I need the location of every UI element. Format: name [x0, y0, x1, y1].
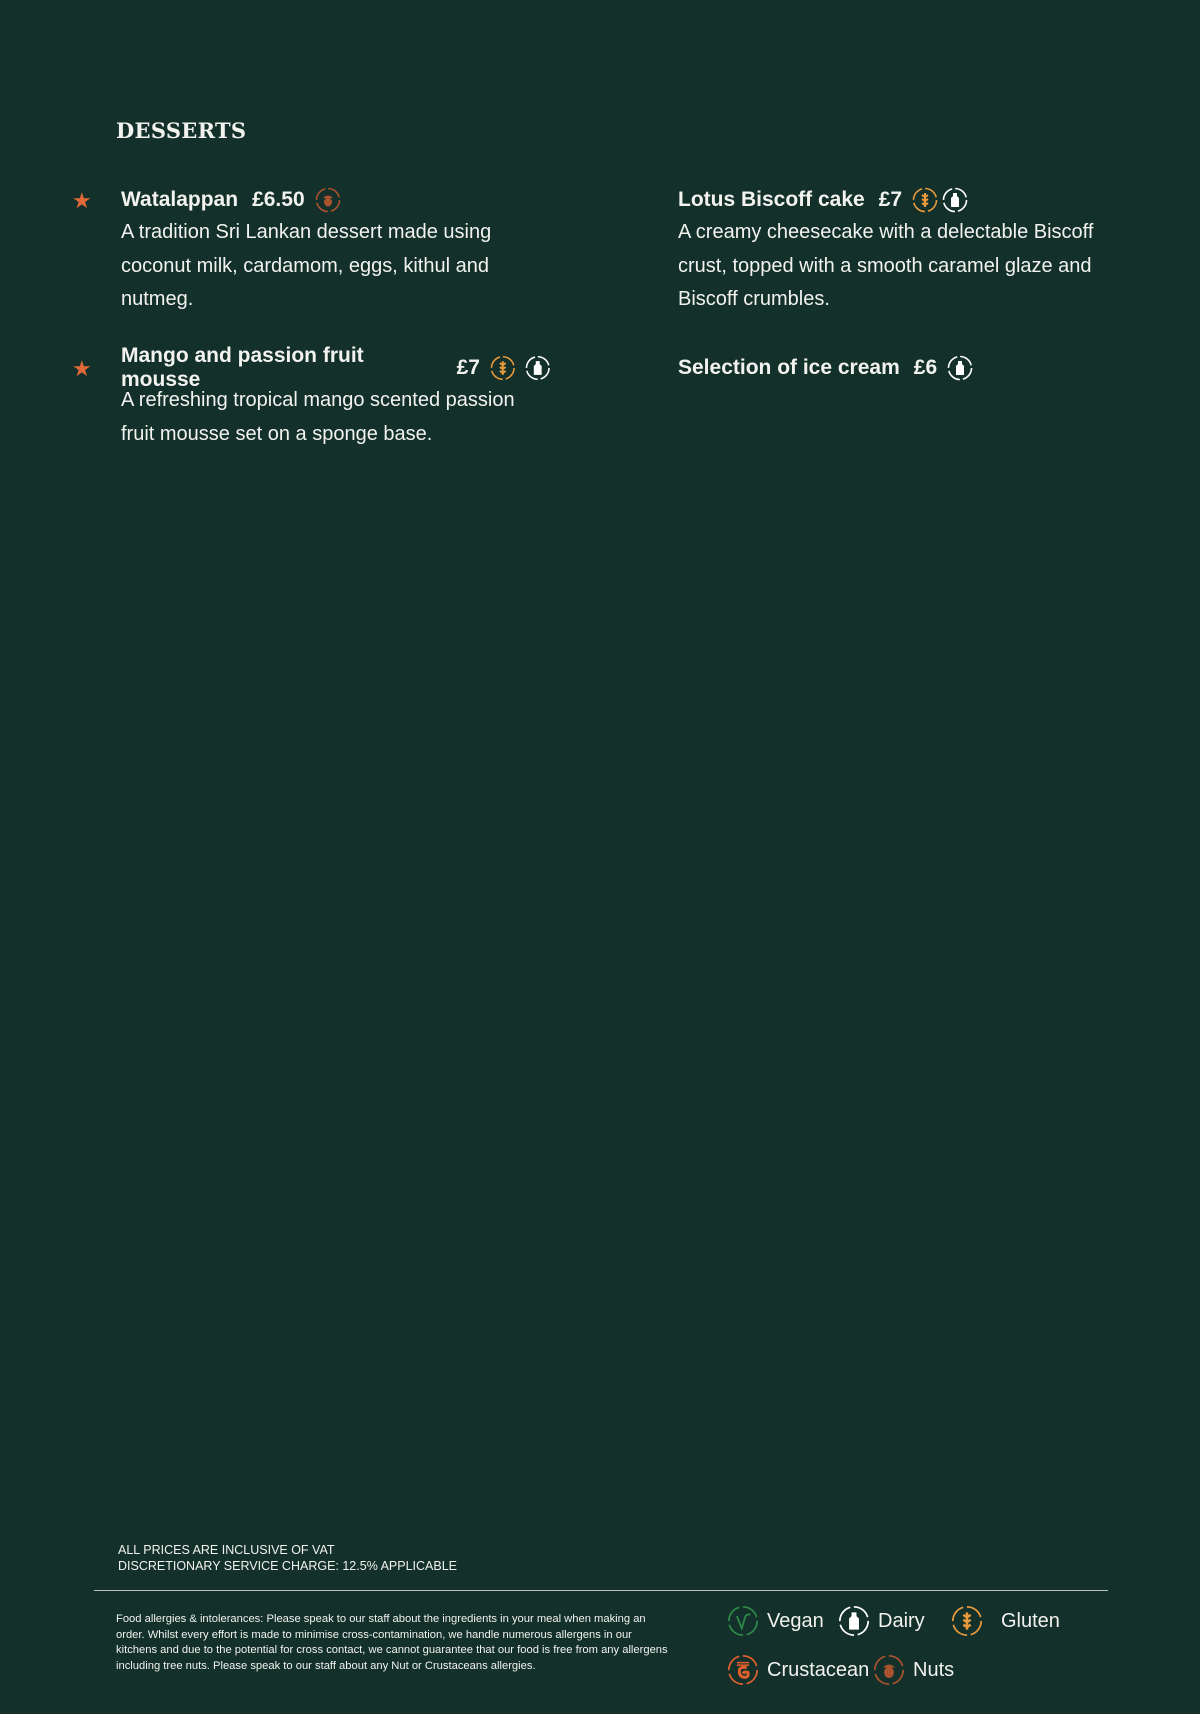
legend-nuts [873, 1654, 954, 1686]
gluten-icon [490, 355, 516, 381]
item-description: A tradition Sri Lankan dessert made using coconut milk, cardamom, eggs, kithul and nutmeg. [121, 221, 492, 310]
dairy-icon [838, 1605, 870, 1637]
legend-dairy [838, 1605, 925, 1637]
legend-crustacean [727, 1654, 869, 1686]
menu-item [121, 344, 551, 451]
legend-label: Gluten [1001, 1609, 1060, 1632]
nuts-icon [873, 1654, 905, 1686]
dairy-icon [525, 355, 551, 381]
legend-label: Dairy [878, 1609, 925, 1632]
menu-item [678, 353, 1118, 383]
menu-item [121, 185, 561, 317]
item-price: £7 [456, 356, 480, 379]
allergy-notice: Food allergies & intolerances: Please speak to our staff about the ingredients in your meal when making an order. Whilst every effort is made to minimise cross-contamination, we handle numerous allergens in our kitchens and due to the potential for cross contact, we cannot guarantee that our food is free from any allergens including tree nuts. Please speak to our staff about any Nut or Crustaceans allergies. [116, 1613, 668, 1672]
item-name: Watalappan [121, 188, 239, 211]
item-name: Lotus Biscoff cake [678, 188, 865, 211]
section-title: DESSERTS [116, 118, 247, 143]
item-description: A refreshing tropical mango scented passion fruit mousse set on a sponge base. [121, 389, 515, 445]
gluten-icon [951, 1605, 983, 1637]
item-description: A creamy cheesecake with a delectable Biscoff crust, topped with a smooth caramel glaze and Biscoff crumbles. [678, 221, 1094, 310]
item-name: Selection of ice cream [678, 356, 900, 379]
crustacean-icon [727, 1654, 759, 1686]
item-price: £7 [878, 188, 903, 211]
nuts-icon [315, 187, 341, 213]
legend-label: Nuts [913, 1658, 955, 1681]
item-name: Mango and passion fruit mousse [121, 344, 364, 391]
star-icon: ★ [72, 356, 92, 381]
menu-item [678, 185, 1118, 317]
legend-label: Crustacean [767, 1658, 870, 1681]
service-charge-note: DISCRETIONARY SERVICE CHARGE: 12.5% APPLICABLE [118, 1559, 458, 1573]
star-icon: ★ [72, 188, 92, 213]
dairy-icon [947, 355, 973, 381]
legend-gluten [951, 1605, 1060, 1637]
vat-note: ALL PRICES ARE INCLUSIVE OF VAT [118, 1543, 335, 1557]
vegan-icon [727, 1605, 759, 1637]
item-price: £6.50 [252, 188, 305, 211]
gluten-icon [912, 187, 938, 213]
price-notes [118, 1542, 457, 1574]
legend-vegan [727, 1605, 824, 1637]
divider [94, 1590, 1108, 1591]
item-price: £6 [913, 356, 938, 379]
legend-label: Vegan [767, 1609, 824, 1632]
dairy-icon [942, 187, 968, 213]
